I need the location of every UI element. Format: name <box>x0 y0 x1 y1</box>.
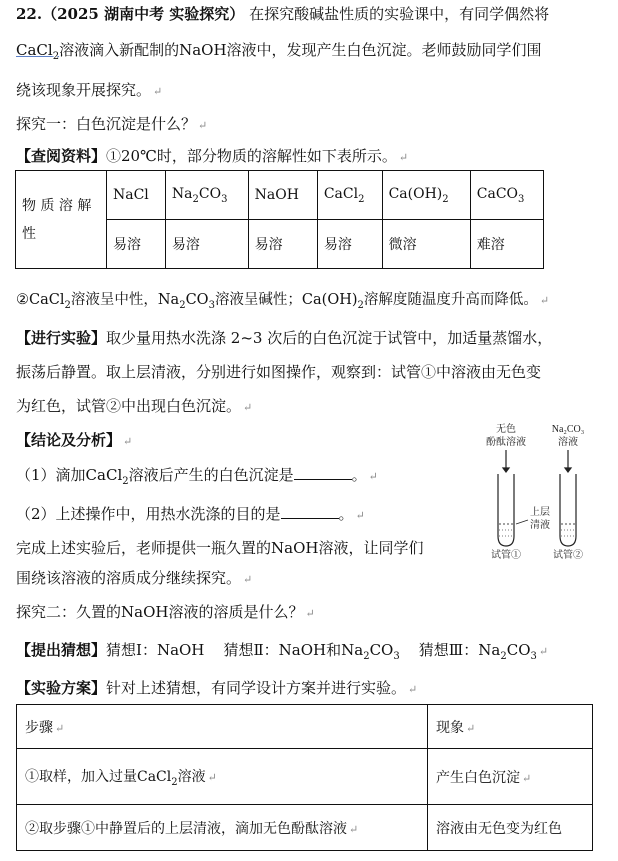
solubility-nacl: 易溶 <box>107 220 166 269</box>
table-row-header: 物 质 溶 解 性 <box>16 171 107 269</box>
test-tube-1 <box>498 474 514 546</box>
label-solution: 溶液 <box>558 437 578 448</box>
return-mark-icon: ↵ <box>153 85 163 98</box>
return-mark-icon: ↵ <box>398 151 409 164</box>
followup-line-1: 完成上述实验后，老师提供一瓶久置的NaOH溶液，让同学们 <box>16 539 424 557</box>
solubility-na2co3: 易溶 <box>165 220 248 269</box>
conclusion-label: 【结论及分析】 ↵ <box>16 431 133 449</box>
label-colorless: 无色 <box>496 424 516 435</box>
test-tube-2 <box>560 474 576 546</box>
cell-na2co3: $Na_2CO_3$ <box>165 171 248 220</box>
label-phenolphthalein: 酚酞溶液 <box>486 437 526 448</box>
row1-result: 产生白色沉淀 ↵ <box>428 749 593 805</box>
label-na2co3: Na₂CO₃ <box>551 424 585 435</box>
return-mark-icon: ↵ <box>243 573 253 586</box>
row2-step: ②取步骤①中静置后的上层清液，滴加无色酚酞溶液 ↵ <box>17 805 428 851</box>
test-tube-diagram <box>470 420 610 565</box>
dropper-right <box>565 450 571 472</box>
label-tube1: 试管① <box>491 550 521 561</box>
question-header <box>16 4 549 24</box>
dropper-left <box>503 450 509 472</box>
conclusion-q1: （1）滴加CaCl$_2$溶液后产生的白色沉淀是 。 ↵ <box>16 466 378 487</box>
hypothesis-line: 【提出猜想】猜想Ⅰ：NaOH 猜想Ⅱ：NaOH和$Na_2CO_3$ 猜想Ⅲ：$Na_2CO_3$ ↵ <box>16 641 549 662</box>
cell-naoh: NaOH <box>248 171 317 220</box>
test-tube-figure <box>470 420 610 565</box>
return-mark-icon: ↵ <box>408 683 418 696</box>
return-mark-icon: ↵ <box>538 645 549 658</box>
header-step: 步骤 ↵ <box>17 705 428 749</box>
solubility-caco3: 难溶 <box>470 220 543 269</box>
plan-line: 【实验方案】针对上述猜想，有同学设计方案并进行实验。 ↵ <box>16 679 418 697</box>
row1-step: ①取样，加入过量CaCl$_2$溶液 ↵ <box>17 749 428 805</box>
return-mark-icon: ↵ <box>539 294 550 307</box>
return-mark-icon: ↵ <box>368 470 378 483</box>
intro-line-2: CaCl$_2$溶液滴入新配制的NaOH溶液中，发现产生白色沉淀。老师鼓励同学们围 <box>16 41 542 62</box>
return-mark-icon: ↵ <box>243 401 253 414</box>
cell-cacl2: CaCl$_2$ <box>317 171 382 220</box>
intro-line-1: 在探究酸碱盐性质的实验课中，有同学偶然将 <box>249 5 550 23</box>
pointer-line <box>516 520 528 524</box>
solubility-cacl2: 易溶 <box>317 220 382 269</box>
question-source: （2025 湖南中考 实验探究） <box>42 5 245 23</box>
return-mark-icon: ↵ <box>305 607 315 620</box>
solubility-naoh: 易溶 <box>248 220 317 269</box>
cell-caoh2: $Ca(OH)_2$ <box>382 171 470 220</box>
lookup-line-2: ②CaCl$_2$溶液呈中性，$Na_2CO_3$溶液呈碱性；$Ca(OH)_2$溶解度随温度升高而降低。 ↵ <box>16 292 550 311</box>
cell-caco3: CaCO$_3$ <box>470 171 543 220</box>
answer-blank-1[interactable] <box>294 465 352 480</box>
solubility-caoh2: 微溶 <box>382 220 470 269</box>
explore2-title: 探究二：久置的NaOH溶液的溶质是什么？ ↵ <box>16 603 315 621</box>
return-mark-icon: ↵ <box>123 435 133 448</box>
label-clear: 清液 <box>530 520 550 531</box>
plan-table <box>16 704 593 851</box>
explore1-title: 探究一：白色沉淀是什么？ ↵ <box>16 115 208 133</box>
question-number: 22. <box>16 5 43 23</box>
label-upper: 上层 <box>530 507 550 518</box>
conclusion-q2: （2）上述操作中，用热水洗涤的目的是 。 ↵ <box>16 505 365 523</box>
experiment-line-1: 【进行实验】取少量用热水洗涤 2~3 次后的白色沉淀于试管中，加适量蒸馏水， <box>16 329 553 347</box>
return-mark-icon: ↵ <box>355 509 365 522</box>
return-mark-icon: ↵ <box>198 119 208 132</box>
cell-nacl: NaCl <box>107 171 166 220</box>
solubility-table <box>15 170 544 269</box>
lookup-line-1: 【查阅资料】①20℃时，部分物质的溶解性如下表所示。 ↵ <box>16 147 409 165</box>
header-result: 现象 ↵ <box>428 705 593 749</box>
label-tube2: 试管② <box>553 550 583 561</box>
experiment-line-2: 振荡后静置。取上层清液，分别进行如图操作，观察到：试管①中溶液由无色变 <box>16 363 542 381</box>
row2-result: 溶液由无色变为红色 <box>428 805 593 851</box>
followup-line-2: 围绕该溶液的溶质成分继续探究。 ↵ <box>16 569 253 587</box>
intro-line-3: 绕该现象开展探究。 ↵ <box>16 81 163 99</box>
answer-blank-2[interactable] <box>281 504 339 519</box>
experiment-line-3: 为红色，试管②中出现白色沉淀。 ↵ <box>16 397 253 415</box>
